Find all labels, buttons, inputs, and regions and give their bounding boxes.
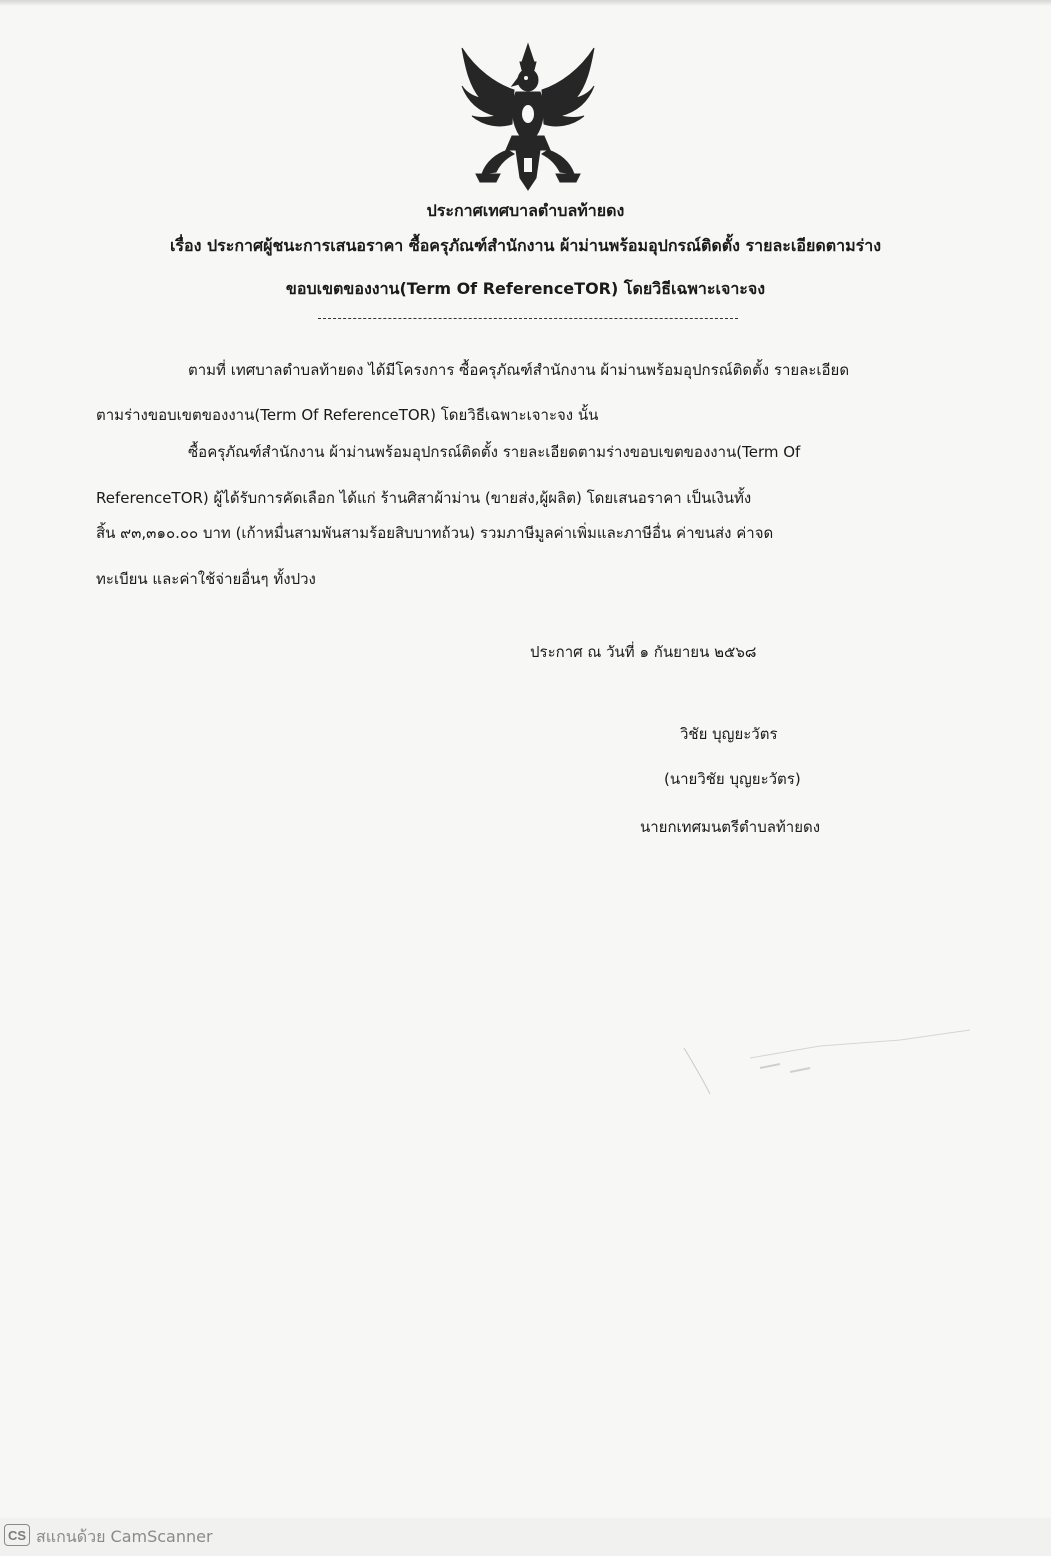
subject-line-2: ขอบเขตของงาน(Term Of ReferenceTOR) โดยวิธีเฉพาะเจาะจง: [285, 279, 766, 298]
paragraph-2-line-3: สิ้น ๙๓,๓๑๐.๐๐ บาท (เก้าหมื่นสามพันสามร้อยสิบบาทถ้วน) รวมภาษีมูลค่าเพิ่มและภาษีอื่น ค่าขนส่ง ค่าจด: [96, 524, 774, 542]
announcement-date: ประกาศ ณ วันที่ ๑ กันยายน ๒๕๖๘: [530, 643, 757, 661]
signature-full-name: (นายวิชัย บุญยะวัตร): [664, 770, 801, 788]
divider: [318, 318, 738, 319]
signature-position: นายกเทศมนตรีตำบลท้ายดง: [640, 818, 821, 836]
paragraph-2-line-2: ReferenceTOR) ผู้ได้รับการคัดเลือก ได้แก่ ร้านศิสาผ้าม่าน (ขายส่ง,ผู้ผลิต) โดยเสนอราคา เป็นเงินทั้ง: [96, 489, 752, 507]
camscanner-logo-icon: CS: [4, 1524, 30, 1546]
paragraph-1-line-1: ตามที่ เทศบาลตำบลท้ายดง ได้มีโครงการ ซื้อครุภัณฑ์สำนักงาน ผ้าม่านพร้อมอุปกรณ์ติดตั้ง รายละเอียด: [188, 361, 850, 379]
bleed-through-marks: [680, 1018, 980, 1098]
page-fold-shadow: [0, 0, 1051, 6]
paragraph-2-line-1: ซื้อครุภัณฑ์สำนักงาน ผ้าม่านพร้อมอุปกรณ์ติดตั้ง รายละเอียดตามร่างขอบเขตของงาน(Term Of: [188, 443, 801, 461]
document-title: ประกาศเทศบาลตำบลท้ายดง: [426, 201, 625, 220]
paragraph-2-line-4: ทะเบียน และค่าใช้จ่ายอื่นๆ ทั้งปวง: [96, 570, 316, 588]
paragraph-1-line-2: ตามร่างขอบเขตของงาน(Term Of ReferenceTOR) โดยวิธีเฉพาะเจาะจง นั้น: [96, 406, 599, 424]
camscanner-watermark-text: สแกนด้วย CamScanner: [36, 1527, 213, 1546]
subject-line-1: เรื่อง ประกาศผู้ชนะการเสนอราคา ซื้อครุภัณฑ์สำนักงาน ผ้าม่านพร้อมอุปกรณ์ติดตั้ง รายละเอียดตามร่าง: [169, 236, 882, 255]
garuda-emblem-icon: [456, 40, 600, 192]
signature-name: วิชัย บุญยะวัตร: [680, 725, 778, 743]
